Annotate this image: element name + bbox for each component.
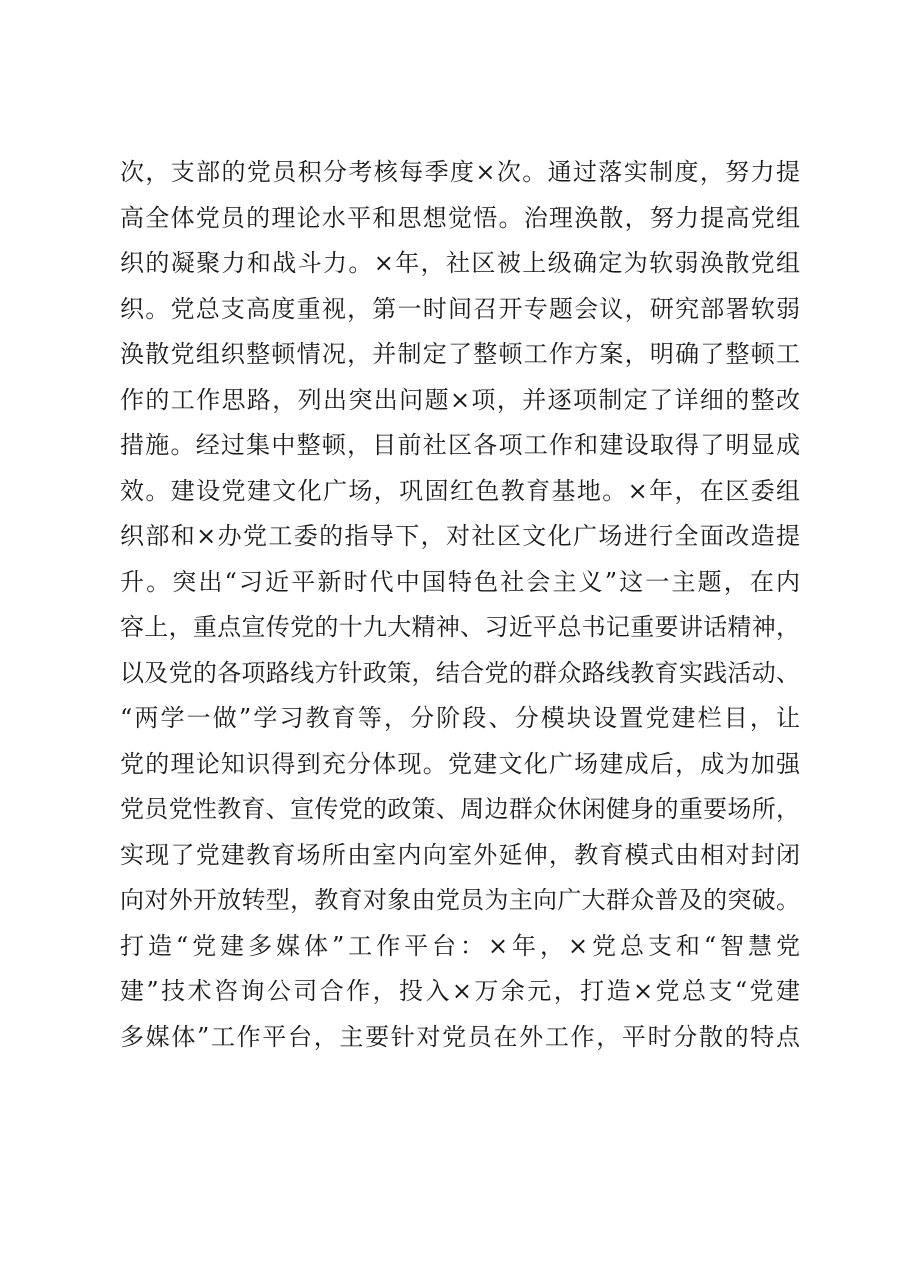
text-line-1: 次，支部的党员积分考核每季度×次。通过落实制度，努力提 xyxy=(120,158,800,186)
text-line-10: 升。突出“习近平新时代中国特色社会主义”这一主题，在内 xyxy=(120,567,800,596)
text-line-20: 多媒体”工作平台，主要针对党员在外工作，平时分散的特点 xyxy=(120,1022,800,1051)
text-line-9: 织部和×办党工委的指导下，对社区文化广场进行全面改造提 xyxy=(120,522,800,550)
text-line-8: 效。建设党建文化广场，巩固红色教育基地。×年，在区委组 xyxy=(120,476,800,505)
text-line-18: 打造“党建多媒体”工作平台：×年，×党总支和“智慧党 xyxy=(120,931,800,960)
text-line-11: 容上，重点宣传党的十九大精神、习近平总书记重要讲话精神， xyxy=(120,613,800,641)
text-line-4: 织。党总支高度重视，第一时间召开专题会议，研究部署软弱 xyxy=(120,294,800,323)
text-line-5: 涣散党组织整顿情况，并制定了整顿工作方案，明确了整顿工 xyxy=(120,340,800,368)
text-line-6: 作的工作思路，列出突出问题×项，并逐项制定了详细的整改 xyxy=(120,385,800,414)
text-line-15: 党员党性教育、宣传党的政策、周边群众休闲健身的重要场所， xyxy=(120,795,800,823)
text-line-2: 高全体党员的理论水平和思想觉悟。治理涣散，努力提高党组 xyxy=(120,203,800,232)
text-line-7: 措施。经过集中整顿，目前社区各项工作和建设取得了明显成 xyxy=(120,431,800,459)
text-line-12: 以及党的各项路线方针政策，结合党的群众路线教育实践活动、 xyxy=(120,658,800,687)
text-line-14: 党的理论知识得到充分体现。党建文化广场建成后，成为加强 xyxy=(120,749,800,778)
text-line-17: 向对外开放转型，教育对象由党员为主向广大群众普及的突破。 xyxy=(120,886,800,914)
text-line-13: “两学一做”学习教育等，分阶段、分模块设置党建栏目，让 xyxy=(120,704,800,732)
text-line-19: 建”技术咨询公司合作，投入×万余元，打造×党总支“党建 xyxy=(120,977,800,1005)
text-line-3: 织的凝聚力和战斗力。×年，社区被上级确定为软弱涣散党组 xyxy=(120,249,800,277)
text-line-16: 实现了党建教育场所由室内向室外延伸，教育模式由相对封闭 xyxy=(120,840,800,869)
body-text xyxy=(120,150,800,1060)
